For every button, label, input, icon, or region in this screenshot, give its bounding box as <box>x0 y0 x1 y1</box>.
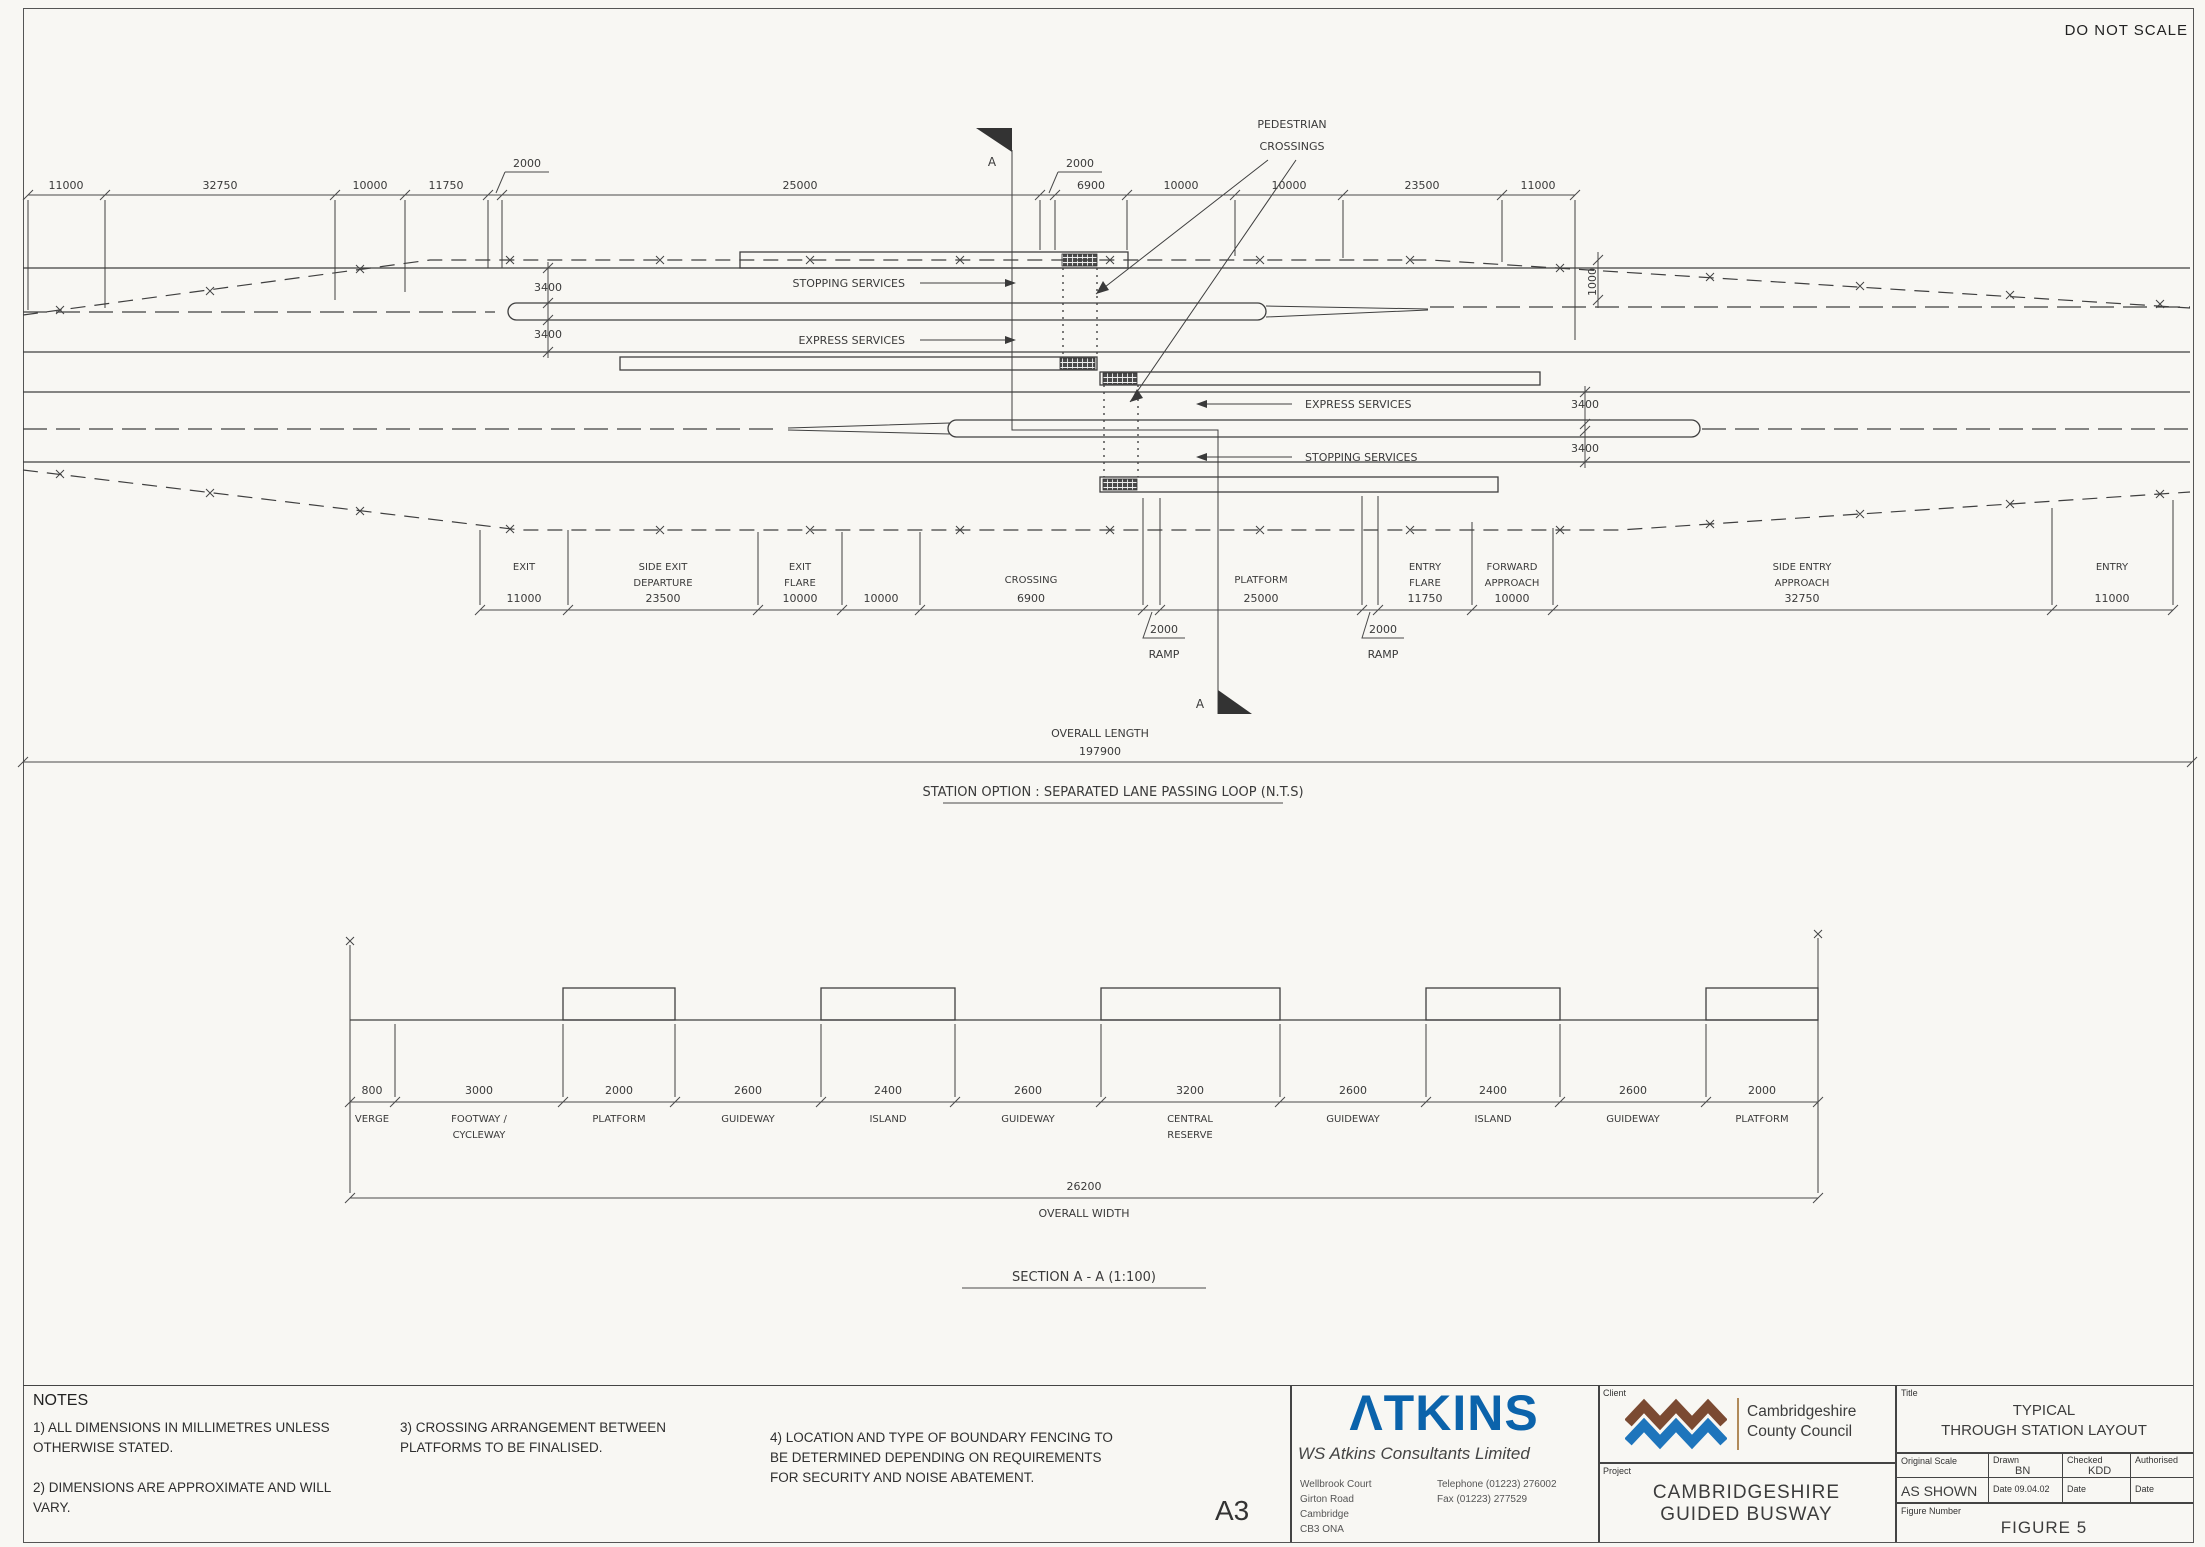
section-seg-label: GUIDEWAY <box>1001 1114 1055 1125</box>
note-2-line-2: VARY. <box>33 1500 71 1515</box>
dim-value-ramp: 2000 <box>1066 157 1094 170</box>
dim-label: FLARE <box>1409 578 1441 589</box>
section-end-x-markers <box>346 930 1822 945</box>
overall-width-value: 26200 <box>1066 1180 1102 1193</box>
section-seg-label: CENTRAL <box>1167 1114 1213 1125</box>
atkins-address-2: Girton Road <box>1300 1494 1354 1505</box>
upper-passing-loop-island <box>508 303 1266 320</box>
atkins-company-name: WS Atkins Consultants Limited <box>1298 1444 1530 1463</box>
section-dim-value: 3200 <box>1176 1084 1204 1097</box>
atkins-logo: ΛTKINS <box>1349 1385 1539 1441</box>
dim-label: DEPARTURE <box>633 578 693 589</box>
checked-value: KDD <box>2088 1465 2112 1477</box>
arrow-left-icon <box>1196 400 1207 408</box>
note-3-line-1: 3) CROSSING ARRANGEMENT BETWEEN <box>400 1420 667 1435</box>
section-island-block <box>821 988 955 1020</box>
dim-label: PLATFORM <box>1234 575 1288 586</box>
original-scale-value: AS SHOWN <box>1901 1483 1978 1499</box>
note-4-line-3: FOR SECURITY AND NOISE ABATEMENT. <box>770 1470 1035 1485</box>
arrow-left-icon <box>1196 453 1207 461</box>
dim-value: 6900 <box>1017 592 1045 605</box>
lane-dim-3400: 3400 <box>1571 398 1599 411</box>
note-1-line-1: 1) ALL DIMENSIONS IN MILLIMETRES UNLESS <box>33 1420 330 1435</box>
stopping-services-label-westbound: STOPPING SERVICES <box>1305 451 1418 464</box>
lower-merge-taper <box>788 423 950 434</box>
checked-date: Date <box>2067 1484 2087 1494</box>
section-dim-value: 800 <box>361 1084 383 1097</box>
overall-length-dim <box>18 727 2197 767</box>
section-seg-label: PLATFORM <box>592 1114 646 1125</box>
client-name-line-1: Cambridgeshire <box>1747 1403 1857 1420</box>
section-seg-label: GUIDEWAY <box>721 1114 775 1125</box>
section-flag-top <box>976 128 1012 152</box>
section-marker-a-top: A <box>987 155 997 169</box>
project-name-line-2: GUIDED BUSWAY <box>1660 1504 1833 1525</box>
logo-separator <box>1737 1398 1739 1450</box>
section-dim-value: 2600 <box>734 1084 762 1097</box>
divider <box>1290 1385 1292 1542</box>
figure-number-value: FIGURE 5 <box>2000 1518 2088 1537</box>
section-island-block <box>1426 988 1560 1020</box>
middle-platform-1 <box>620 357 1097 370</box>
section-seg-label: CYCLEWAY <box>452 1130 506 1141</box>
dim-value: 11000 <box>506 592 542 605</box>
lower-platform <box>1100 477 1498 492</box>
offset-dim-value: 1000 <box>1586 268 1599 296</box>
dim-label: EXIT <box>788 562 812 573</box>
dim-value: 10000 <box>863 592 899 605</box>
section-seg-label: ISLAND <box>869 1114 907 1125</box>
note-4-line-1: 4) LOCATION AND TYPE OF BOUNDARY FENCING TO <box>770 1430 1113 1445</box>
section-caption: SECTION A - A (1:100) <box>1012 1270 1156 1285</box>
section-flag-bottom <box>1218 690 1252 714</box>
section-dim-value: 2400 <box>874 1084 902 1097</box>
note-2-line-1: 2) DIMENSIONS ARE APPROXIMATE AND WILL <box>33 1480 332 1495</box>
section-extension-lines <box>395 1024 1706 1097</box>
notes-heading: NOTES <box>33 1392 89 1409</box>
project-label: Project <box>1603 1466 1632 1476</box>
section-dim-value: 2600 <box>1339 1084 1367 1097</box>
dim-value: 10000 <box>782 592 818 605</box>
note-4-line-2: BE DETERMINED DEPENDING ON REQUIREMENTS <box>770 1450 1102 1465</box>
section-platform-block <box>563 988 675 1020</box>
authorised-label: Authorised <box>2135 1455 2179 1465</box>
atkins-telephone: Telephone (01223) 276002 <box>1437 1479 1557 1490</box>
carriageway-edges <box>23 268 2190 462</box>
section-end-extensions <box>350 938 1818 1193</box>
atkins-address-1: Wellbrook Court <box>1300 1479 1372 1490</box>
upper-merge-taper <box>1266 306 1428 317</box>
dim-value: 11000 <box>2094 592 2130 605</box>
tactile-paving <box>1103 373 1137 384</box>
section-seg-label: GUIDEWAY <box>1326 1114 1380 1125</box>
section-cut-line <box>1012 150 1218 714</box>
plan-view <box>18 118 2197 803</box>
drawn-label: Drawn <box>1993 1455 2020 1465</box>
dim-label: FLARE <box>784 578 816 589</box>
section-dim-value: 2000 <box>1748 1084 1776 1097</box>
ramp-label: RAMP <box>1148 648 1180 661</box>
dim-label: FORWARD <box>1486 562 1538 573</box>
express-services-label-eastbound: EXPRESS SERVICES <box>798 334 905 347</box>
dim-value-ramp: 2000 <box>513 157 541 170</box>
dim-label: EXIT <box>512 562 536 573</box>
section-view <box>345 930 1823 1288</box>
bottom-dimension-chain <box>475 496 2178 661</box>
dim-value: 23500 <box>645 592 681 605</box>
express-services-label-westbound: EXPRESS SERVICES <box>1305 398 1412 411</box>
stopping-services-label-eastbound: STOPPING SERVICES <box>792 277 905 290</box>
divider <box>1598 1462 1895 1464</box>
client-label: Client <box>1603 1388 1627 1398</box>
drawing-title-line-2: THROUGH STATION LAYOUT <box>1941 1422 2147 1439</box>
original-scale-label: Original Scale <box>1901 1456 1958 1466</box>
pedestrian-label: PEDESTRIAN <box>1257 118 1327 131</box>
section-dim-value: 3000 <box>465 1084 493 1097</box>
county-council-logo <box>1625 1398 1727 1452</box>
tactile-paving <box>1060 358 1095 369</box>
section-seg-label: GUIDEWAY <box>1606 1114 1660 1125</box>
overall-length-label: OVERALL LENGTH <box>1051 727 1149 740</box>
client-name-line-2: County Council <box>1747 1423 1853 1440</box>
arrow-icon <box>1130 389 1143 402</box>
ramp-dim-value: 2000 <box>1150 623 1178 636</box>
atkins-fax: Fax (01223) 277529 <box>1437 1494 1528 1505</box>
ramp-dim-value: 2000 <box>1369 623 1397 636</box>
dim-value: 11750 <box>428 179 464 192</box>
crossings-label: CROSSINGS <box>1259 140 1325 153</box>
overall-width-dim <box>345 1180 1823 1220</box>
divider <box>1895 1452 2193 1454</box>
project-name-line-1: CAMBRIDGESHIRE <box>1652 1482 1841 1503</box>
dim-value: 11000 <box>1520 179 1556 192</box>
paper-size-label: A3 <box>1215 1495 1250 1526</box>
lane-dim-3400: 3400 <box>534 281 562 294</box>
overall-width-label: OVERALL WIDTH <box>1038 1207 1130 1220</box>
section-seg-label: RESERVE <box>1167 1130 1213 1141</box>
dim-label: APPROACH <box>1774 578 1830 589</box>
tactile-paving <box>1103 479 1137 490</box>
dim-value: 10000 <box>1271 179 1307 192</box>
section-seg-label: FOOTWAY / <box>451 1114 507 1125</box>
dim-value: 11000 <box>48 179 84 192</box>
centerlines <box>23 307 2190 429</box>
section-seg-label: ISLAND <box>1474 1114 1512 1125</box>
atkins-address-3: Cambridge <box>1300 1509 1349 1520</box>
section-seg-label: PLATFORM <box>1735 1114 1789 1125</box>
drawing-title-line-1: TYPICAL <box>2012 1402 2076 1419</box>
dim-value: 25000 <box>1243 592 1279 605</box>
divider <box>1895 1502 2193 1504</box>
drawn-value: BN <box>2015 1465 2031 1477</box>
section-central-reserve-block <box>1101 988 1280 1020</box>
lane-dim-3400: 3400 <box>534 328 562 341</box>
dim-value: 10000 <box>1494 592 1530 605</box>
section-platform-block <box>1706 988 1818 1020</box>
note-1-line-2: OTHERWISE STATED. <box>33 1440 174 1455</box>
section-dim-value: 2600 <box>1014 1084 1042 1097</box>
divider <box>2130 1452 2131 1502</box>
divider <box>2062 1452 2063 1502</box>
atkins-address-4: CB3 ONA <box>1300 1524 1344 1535</box>
section-dim-value: 2000 <box>605 1084 633 1097</box>
arrow-right-icon <box>1005 336 1016 344</box>
dim-label: ENTRY <box>2095 562 2129 573</box>
arrow-icon <box>1096 281 1109 294</box>
dim-value: 6900 <box>1077 179 1105 192</box>
section-seg-label: VERGE <box>354 1114 390 1125</box>
dim-value: 25000 <box>782 179 818 192</box>
overall-length-value: 197900 <box>1079 745 1121 758</box>
section-dim-value: 2600 <box>1619 1084 1647 1097</box>
dim-label: ENTRY <box>1408 562 1442 573</box>
title-label: Title <box>1901 1388 1918 1398</box>
plan-caption: STATION OPTION : SEPARATED LANE PASSING LOOP (N.T.S) <box>922 785 1304 800</box>
dim-value: 32750 <box>1784 592 1820 605</box>
dim-value: 10000 <box>1163 179 1199 192</box>
authorised-date: Date <box>2135 1484 2155 1494</box>
dim-label: CROSSING <box>1004 575 1058 586</box>
divider <box>1895 1477 2193 1478</box>
divider <box>1988 1452 1989 1502</box>
dim-label: SIDE EXIT <box>638 562 688 573</box>
dim-label: SIDE ENTRY <box>1772 562 1832 573</box>
drawn-date: Date 09.04.02 <box>1993 1484 2050 1494</box>
lane-dim-3400: 3400 <box>1571 442 1599 455</box>
dim-value: 11750 <box>1407 592 1443 605</box>
offset-dim-1000 <box>1586 252 1603 308</box>
section-marker-a-bottom: A <box>1195 697 1205 711</box>
figure-number-label: Figure Number <box>1901 1506 1962 1516</box>
dim-value: 23500 <box>1404 179 1440 192</box>
middle-platform-2 <box>1100 372 1540 385</box>
section-dim-value: 2400 <box>1479 1084 1507 1097</box>
note-3-line-2: PLATFORMS TO BE FINALISED. <box>400 1440 603 1455</box>
checked-label: Checked <box>2067 1455 2103 1465</box>
dim-value: 10000 <box>352 179 388 192</box>
dim-value: 32750 <box>202 179 238 192</box>
ramp-label: RAMP <box>1367 648 1399 661</box>
do-not-scale-note: DO NOT SCALE <box>2064 22 2188 39</box>
arrow-right-icon <box>1005 279 1016 287</box>
dim-label: APPROACH <box>1484 578 1540 589</box>
